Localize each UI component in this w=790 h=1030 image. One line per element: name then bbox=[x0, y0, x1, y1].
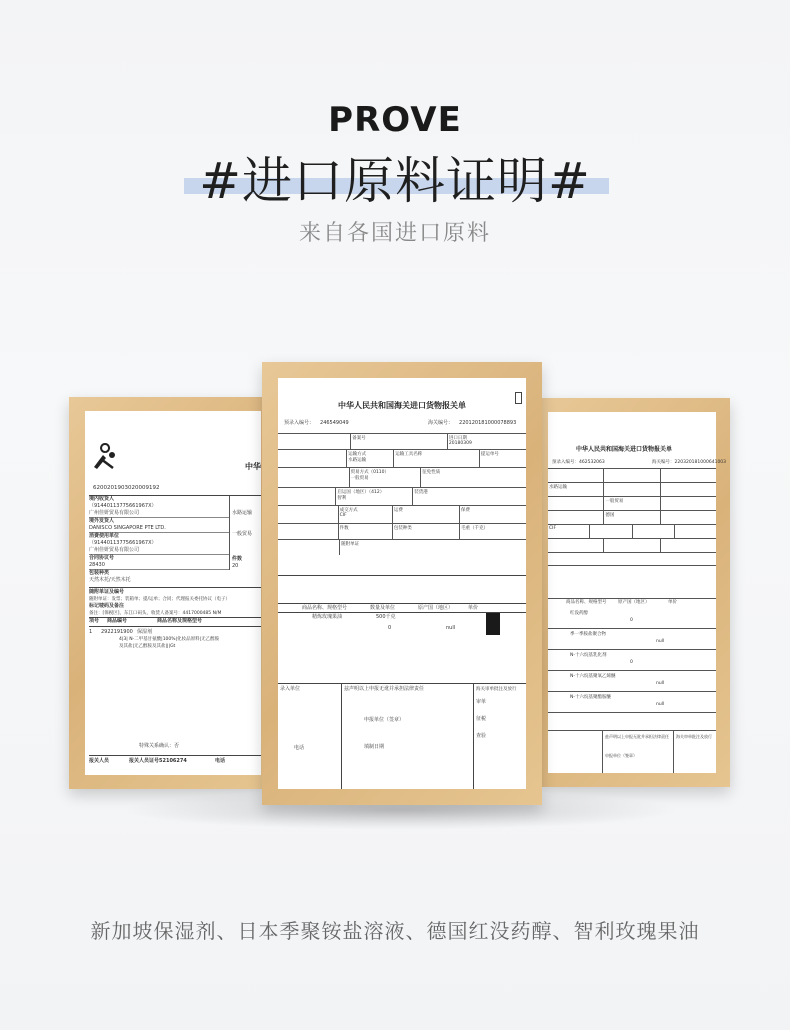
right-audit-label: 海关审单批注及放行 bbox=[676, 734, 712, 739]
left-transport: 水路运输 bbox=[232, 510, 253, 516]
left-shipper-label: 境外发货人 bbox=[89, 517, 229, 525]
left-goods-spec-a: 4|3| N-二甲基甘氨酸|100%|化妆品原料|无乙醇胺 bbox=[119, 637, 220, 642]
ingredients-caption: 新加坡保湿剂、日本季聚铵盐溶液、德国红没药醇、智利玫瑰果油 bbox=[90, 919, 700, 943]
right-document-paper bbox=[548, 412, 727, 773]
prove-heading: PROVE bbox=[328, 100, 462, 140]
left-docs: 随附单证：发票；装箱单；提/运单；合同；代理报关委托协议（电子） bbox=[89, 597, 231, 602]
left-pieces: 20 bbox=[232, 563, 239, 569]
center-goods-row: 精炼玫瑰果油 500千克 0 null bbox=[278, 612, 526, 632]
right-goods-row: N-十六烷基聚酯胺醚 null bbox=[548, 692, 716, 713]
corner-mark bbox=[515, 392, 522, 404]
right-header-grid bbox=[548, 468, 716, 566]
center-date-label: 填制日期 bbox=[364, 744, 385, 750]
right-goods-col: 商品名称、规格型号 bbox=[566, 600, 607, 605]
left-doc-body bbox=[89, 496, 229, 584]
center-pre-entry-no: 246549049 bbox=[320, 420, 349, 426]
left-name-label: 商品名称及规格型号 bbox=[157, 618, 203, 624]
center-qty-col: 数量及单位 bbox=[370, 605, 396, 611]
center-declarer-label: 录入单位 bbox=[280, 686, 301, 692]
center-trade: 一般贸易 bbox=[350, 476, 369, 481]
right-goods-name: N-十六烷基乳化剂 bbox=[570, 653, 607, 658]
left-marks-label: 标记唛码及备注 bbox=[89, 603, 125, 609]
left-docs-label: 随附单证及编号 bbox=[89, 589, 125, 595]
left-pack-label: 包装种类 bbox=[89, 569, 229, 577]
right-goods-name: N-十六烷基聚氧乙烯醚 bbox=[570, 674, 616, 679]
right-goods-name: 季一季胺盐聚合物 bbox=[570, 632, 606, 637]
center-import-date: 20180309 bbox=[448, 441, 472, 446]
left-hs: 2922191900 bbox=[101, 629, 133, 635]
left-user-code: （91440113775661967X） bbox=[89, 540, 157, 546]
center-customs-no: 220120181000078893 bbox=[459, 420, 517, 426]
center-tax-label: 征税 bbox=[476, 716, 487, 722]
right-declare-stmt: 兹声明以上申报无讹并承担法律责任 bbox=[605, 734, 669, 739]
customs-emblem-icon bbox=[91, 449, 117, 471]
center-transport: 水路运输 bbox=[348, 458, 367, 463]
right-goods-row: N-十六烷基聚氧乙烯醚 null bbox=[548, 671, 716, 692]
center-goods-qty: 500千克 bbox=[376, 614, 396, 620]
right-customs-no: 海关编号：220320181000641003 bbox=[652, 460, 727, 465]
right-deal: CIF bbox=[548, 525, 590, 538]
left-consignee-code: （91440113775661967X） bbox=[89, 503, 157, 509]
page-subtitle: 来自各国进口原料 bbox=[298, 221, 491, 246]
center-deal: CIF bbox=[339, 513, 347, 518]
left-item-no: 1 bbox=[89, 629, 93, 635]
redaction-block bbox=[486, 613, 500, 635]
right-goods-row: N-十六烷基乳化剂 0 bbox=[548, 650, 716, 671]
right-transport: 水路运输 bbox=[548, 483, 604, 496]
left-hs-label: 商品编号 bbox=[107, 618, 128, 624]
center-origin: 智利 bbox=[337, 496, 347, 501]
center-declare-stmt: 兹声明以上申报无讹并承担法律责任 bbox=[344, 686, 425, 692]
center-goods-name: 精炼玫瑰果油 bbox=[312, 614, 343, 620]
right-trade: 一般贸易 bbox=[604, 497, 660, 510]
center-header-grid: 备案号 进口日期 20180309 运输方式 水路运输 运输工具名称 提运单号 贸易方式（0110） 一般贸易 征免性质 启运国（地区）（412） 智利 装货港 成交方式 CIF 运费 保费 件数 包装种类 毛重（千克） 随附单证 bbox=[278, 433, 526, 576]
page-title: #进口原料证明# bbox=[199, 152, 591, 210]
center-doc-title: 中华人民共和国海关进口货物报关单 bbox=[338, 401, 466, 410]
right-goods-name: N-十六烷基聚酯胺醚 bbox=[570, 695, 611, 700]
left-consignee: 广州佳妍贸易有限公司 bbox=[89, 510, 140, 516]
right-doc-title: 中华人民共和国海关进口货物报关单 bbox=[576, 446, 673, 453]
right-goods-row: 红没药醇 0 bbox=[548, 608, 716, 629]
left-user: 广州佳妍贸易有限公司 bbox=[89, 547, 140, 553]
center-goods-col: 商品名称、规格型号 bbox=[302, 605, 348, 611]
left-declarer-label: 报关人员 bbox=[89, 758, 110, 764]
right-pre-entry: 预录入编号：462532063 bbox=[552, 460, 605, 465]
center-price-col: 单价 bbox=[468, 605, 479, 611]
left-pack: 天然木托/天然木托 bbox=[89, 577, 131, 583]
center-phone-label: 电话 bbox=[294, 745, 305, 751]
center-document-frame bbox=[262, 362, 542, 805]
left-contract: 28430 bbox=[89, 562, 105, 568]
left-trade: 一般贸易 bbox=[232, 531, 253, 537]
center-pre-entry-label: 预录入编号： bbox=[284, 420, 315, 426]
right-country-col: 原产国（地区） bbox=[618, 600, 650, 605]
center-reviewer-label: 审单 bbox=[476, 699, 487, 705]
left-phone-label: 电话 bbox=[215, 758, 226, 764]
right-goods-name: 红没药醇 bbox=[570, 611, 588, 616]
left-document-paper bbox=[85, 411, 261, 775]
center-check-label: 查验 bbox=[476, 733, 487, 739]
left-consignee-label: 境内收货人 bbox=[89, 496, 115, 502]
left-doc-code: 6200201903020009192 bbox=[93, 485, 160, 491]
right-goods-list bbox=[548, 608, 716, 713]
left-marks: 备注：[保税区]，东江口码头，收货人备案号：4417000485 N/M bbox=[89, 611, 222, 616]
title-block bbox=[0, 150, 790, 220]
center-customs-label: 海关编号： bbox=[428, 420, 454, 426]
left-user-label: 消费使用单位 bbox=[89, 532, 229, 540]
center-unit-label: 申报单位（签章） bbox=[364, 717, 405, 723]
right-price-col: 单价 bbox=[668, 600, 677, 605]
left-item-no-label: 项号 bbox=[89, 618, 100, 624]
center-footer-grid bbox=[278, 683, 526, 789]
left-goods-spec-b: 及其盐|无乙醇胺及其盐|||Gt bbox=[119, 644, 176, 649]
center-audit-label: 海关审单批注及放行 bbox=[476, 687, 517, 692]
left-shipper: DANISCO SINGAPORE PTE LTD. bbox=[89, 525, 166, 531]
left-doc-title: 中华 bbox=[245, 462, 261, 471]
left-special-label: 特殊关系确认：否 bbox=[139, 743, 180, 749]
right-document-frame bbox=[540, 398, 730, 787]
left-pieces-label: 件数 bbox=[232, 556, 243, 562]
left-contract-label: 合同协议号 bbox=[89, 554, 229, 562]
left-goods-name: 保湿剂 bbox=[137, 629, 153, 635]
left-declarer-no: 报关人员证号52106274 bbox=[129, 758, 187, 764]
right-unit-label: 申报单位（签章） bbox=[605, 753, 637, 758]
left-goods-row bbox=[89, 629, 261, 650]
center-document-paper bbox=[278, 378, 526, 789]
right-goods-row: 季一季胺盐聚合物 null bbox=[548, 629, 716, 650]
right-origin: 德国 bbox=[604, 511, 660, 524]
center-country-col: 原产国（地区） bbox=[418, 605, 454, 611]
left-document-frame bbox=[69, 397, 269, 789]
